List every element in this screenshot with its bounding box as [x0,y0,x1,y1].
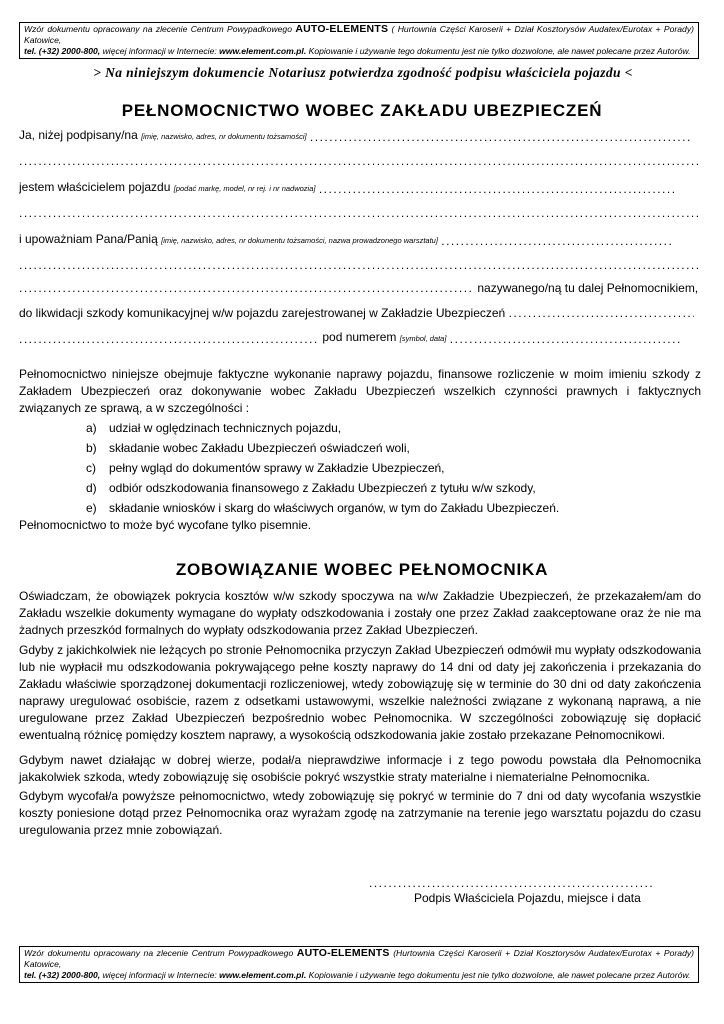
attorney-fill-field[interactable] [441,234,671,248]
attorney-label: i upoważniam Pana/Panią [19,232,158,246]
vehicle-hint: [podać markę, model, nr rej. i nr nadwozia] [173,184,316,193]
list-item-label: e) [86,501,97,515]
list-item-text: udział w oględzinach technicznych pojazdu, [109,421,342,435]
owner-fill-field[interactable] [310,130,690,144]
footer-copy-text: Kopiowanie i używanie tego dokumentu jest nie tylko dozwolone, ale nawet polecane przez Autorów. [308,970,691,980]
title-power-of-attorney: PEŁNOMOCNICTWO WOBEC ZAKŁADU UBEZPIECZEŃ [121,101,603,120]
attorney-hint: [imię, nazwisko, adres, nr dokumentu tożsamości, nazwa prowadzonego warsztatu] [161,236,438,245]
form-line-owner-cont [19,154,701,168]
footer-info-text: więcej informacji w Internecie: [102,970,217,980]
footer-phone: tel. (+32) 2000-800, [24,970,101,980]
list-item-text: pełny wgląd do dokumentów sprawy w Zakładzie Ubezpieczeń, [109,461,445,475]
vehicle-label: jestem właścicielem pojazdu [19,180,171,194]
attorney-fill-field-3[interactable] [19,281,474,295]
form-line-owner [19,128,701,144]
signature-label: Podpis Właściciela Pojazdu, miejsce i data [414,891,641,905]
list-item [86,478,686,498]
header-line1-text: Wzór dokumentu opracowany na zlecenie Centrum Powypadkowego [24,24,292,34]
list-item [86,438,686,458]
attorney-fill-field-2[interactable] [19,258,701,272]
insurer-fill-field-2[interactable] [19,332,319,346]
list-item [86,498,686,518]
form-line-vehicle-cont [19,206,701,220]
header-info-text: więcej informacji w Internecie: [102,46,217,56]
list-item [86,418,686,438]
insurer-fill-field[interactable] [509,306,694,320]
scope-list [86,418,686,518]
vehicle-fill-field-2[interactable] [19,206,701,220]
header-copy-text: Kopiowanie i używanie tego dokumentu jest nie tylko dozwolone, ale nawet polecane przez Autorów. [308,46,691,56]
form-line-claim-number [19,330,701,346]
owner-label: Ja, niżej podpisany/na [19,128,138,142]
header-line1-post: ( Hurtownia Części Karoserii + Dział Kosztorysów Audatex/Eurotax + Porady) Katowice, [24,24,694,45]
list-item-text: składanie wniosków i skarg do właściwych organów, w tym do Zakładu Ubezpieczeń. [109,501,560,515]
scope-intro: Pełnomocnictwo niniejsze obejmuje faktyczne wykonanie naprawy pojazdu, finansowe rozliczenie w moim imieniu szkody z Zakładem Ubezpieczeń oraz dokonywanie wobec Zakładu Ubezpieczeń wszelkich czynności prawnych i faktycznych związanych ze sprawą, a w szczególności : [19,367,701,415]
list-item-label: d) [86,481,97,495]
vehicle-fill-field[interactable] [319,182,677,196]
title-obligation: ZOBOWIĄZANIE WOBEC PEŁNOMOCNIKA [175,560,549,579]
signature-field[interactable]: ........................................................... [369,876,655,890]
footer-notice [19,946,699,983]
list-item [86,458,686,478]
list-item-text: odbiór odszkodowania finansowego z Zakładu Ubezpieczeń z tytułu w/w szkody, [109,481,536,495]
footer-brand: AUTO-ELEMENTS [296,947,390,959]
header-notice [19,22,699,59]
claim-number-hint: [symbol, data] [399,334,447,343]
list-item-label: b) [86,441,97,455]
header-url: www.element.com.pl. [219,46,307,56]
form-line-attorney-cont [19,258,701,272]
insurer-text: do likwidacji szkody komunikacyjnej w/w pojazdu zarejestrowanej w Zakładzie Ubezpieczeń [19,306,506,320]
attorney-named-text: nazywanego/ną tu dalej Pełnomocnikiem, [477,281,699,295]
header-phone: tel. (+32) 2000-800, [24,46,101,56]
revocable-note: Pełnomocnictwo to może być wycofane tylko pisemnie. [19,518,312,532]
paragraph-obligation-3: Gdybym nawet działając w dobrej wierze, podał/a nieprawdziwe informacje i z tego powodu powstała dla Pełnomocnika jakakolwiek szkoda, wtedy zobowiązuję się osobiście pokryć wszystkie straty materialne i niematerialne Pełnomocnika. [19,753,701,784]
claim-number-label: pod numerem [322,330,397,344]
paragraph-obligation-2: Gdyby z jakichkolwiek nie leżących po stronie Pełnomocnika przyczyn Zakład Ubezpieczeń odmówił mu wypłaty odszkodowania lub nie wypłacił mu odszkodowania pokrywającego pełne koszty naprawy do 14 dni od daty jej zakończenia i przekazania do Zakładu właściwie sporządzonej dokumentacji rozliczeniowej, wtedy zobowiązuję się w terminie do 30 dni od daty zakończenia naprawy uregulować osobiście, razem z odsetkami ustawowymi, wszelkie należności związane z wykonaną naprawą, a nie uregulowane przez Zakład Ubezpieczeń bezpośrednio wobec Pełnomocnika. W szczególności zobowiązuję się dopłacić ewentualną różnicę pomiędzy kosztem naprawy, a wysokością odszkodowania jakie zostało przekazane Pełnomocnikowi. [19,643,701,742]
footer-line1-text: Wzór dokumentu opracowany na zlecenie Centrum Powypadkowego [24,948,294,958]
footer-url: www.element.com.pl. [219,970,307,980]
footer-line1-post: (Hurtownia Części Karoserii + Dział Kosztorysów Audatex/Eurotax + Porady) Katowice, [24,948,695,969]
list-item-label: a) [86,421,97,435]
form-line-insurer [19,306,701,320]
form-line-vehicle [19,180,701,196]
owner-fill-field-2[interactable] [19,154,701,168]
list-item-text: składanie wobec Zakładu Ubezpieczeń oświadczeń woli, [109,441,410,455]
owner-hint: [imię, nazwisko, adres, nr dokumentu tożsamości] [141,132,307,141]
form-line-attorney [19,232,701,248]
paragraph-obligation-1: Oświadczam, że obowiązek pokrycia kosztów w/w szkody spoczywa na w/w Zakładzie Ubezpieczeń, że przekazałem/am do Zakładu wszelkie dokumenty wymagane do wypłaty odszkodowania i zostały one przez Zakład zaakceptowane oraz że nie ma żadnych przeszkód formalnych do wypłaty odszkodowania przez Zakład Ubezpieczeń. [19,589,701,637]
paragraph-obligation-4: Gdybym wycofał/a powyższe pełnomocnictwo, wtedy zobowiązuję się pokryć w terminie do 7 dni od daty wycofania wszystkie koszty poniesione dotąd przez Pełnomocnika oraz wyrażam zgodę na zatrzymanie na terenie jego warsztatu pojazdu do czasu uregulowania przez mnie zobowiązań. [19,789,701,837]
form-line-attorney-named [19,281,701,295]
notary-note: > Na niniejszym dokumencie Notariusz potwierdza zgodność podpisu właściciela pojazdu < [93,65,633,80]
list-item-label: c) [86,461,96,475]
header-brand: AUTO-ELEMENTS [295,23,389,35]
claim-number-fill-field[interactable] [450,332,680,346]
